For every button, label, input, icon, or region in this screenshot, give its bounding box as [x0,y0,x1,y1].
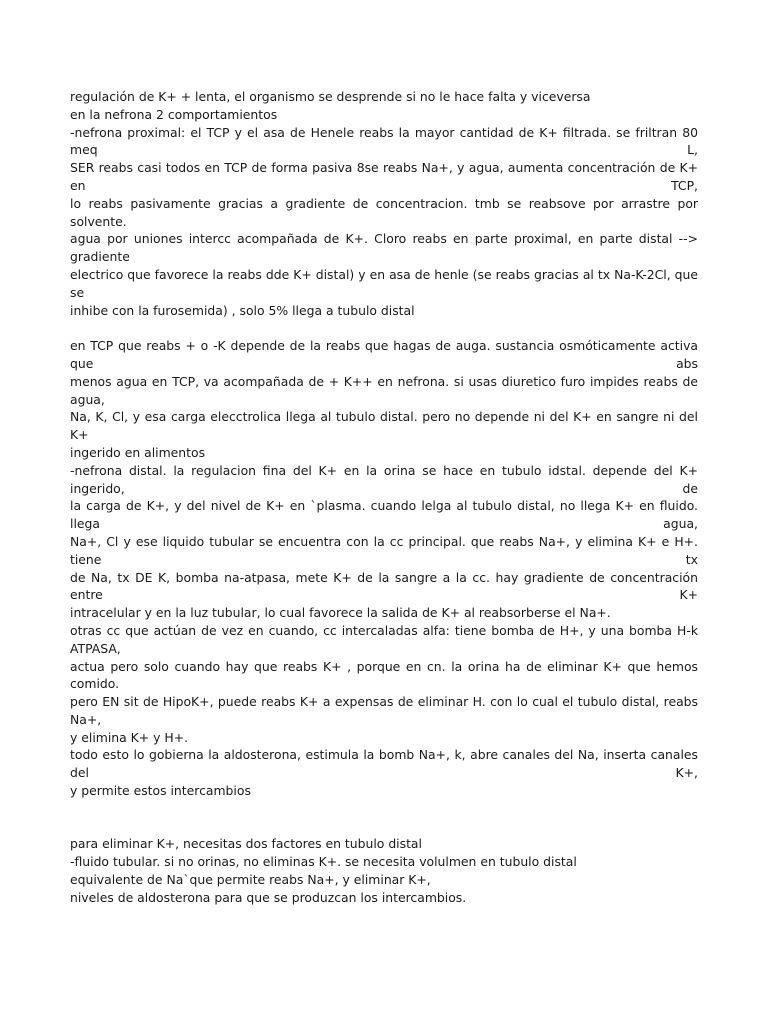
text-line: niveles de aldosterona para que se produzcan los intercambios. [70,889,467,905]
text-line: Na+, Cl y ese liquido tubular se encuentra con la cc principal. que reabs Na+, y elimina K+ e H+. tiene tx [70,533,698,567]
text-line: otras cc que actúan de vez en cuando, cc intercaladas alfa: tiene bomba de H+, y una bomba H-k ATPASA, [70,622,698,656]
text-line: actua pero solo cuando hay que reabs K+ , porque en cn. la orina ha de eliminar K+ que hemos comido. [70,658,698,692]
text-line: la carga de K+, y del nivel de K+ en `plasma. cuando lelga al tubulo distal, no llega K+ en fluido. llega agua, [70,498,698,532]
text-line: inhibe con la furosemida) , solo 5% llega a tubulo distal [70,302,415,318]
text-line: menos agua en TCP, va acompañada de + K++ en nefrona. si usas diuretico furo impides reabs de agua, [70,373,698,407]
text-line: en TCP que reabs + o -K depende de la reabs que hagas de auga. sustancia osmóticamente activa que abs [70,338,698,371]
document-page [70,88,698,907]
text-line: electrico que favorece la reabs dde K+ distal) y en asa de henle (se reabs gracias al tx Na-K-2Cl, que se [70,266,698,300]
text-line: pero EN sit de HipoK+, puede reabs K+ a expensas de eliminar H. con lo cual el tubulo distal, reabs Na+, [70,694,698,727]
text-line: -fluido tubular. si no orinas, no eliminas K+. se necesita volulmen en tubulo distal [70,854,577,870]
text-line: en la nefrona 2 comportamientos [70,106,278,122]
text-line: Na, K, Cl, y esa carga elecctrolica llega al tubulo distal. pero no depende ni del K+ en sangre ni del K+ [70,409,698,443]
paragraph-spacer [70,319,698,337]
text-line: y permite estos intercambios [70,783,251,799]
text-line: -nefrona proximal: el TCP y el asa de Henele reabs la mayor cantidad de K+ filtrada. se friltran 80 meq L, [70,124,698,158]
text-line: para eliminar K+, necesitas dos factores en tubulo distal [70,836,422,852]
text-line: lo reabs pasivamente gracias a gradiente de concentracion. tmb se reabsove por arrastre por solvente. [70,195,698,229]
text-line: ingerido en alimentos [70,444,206,460]
paragraph-potassium-regulation [70,88,698,319]
text-line: todo esto lo gobierna la aldosterona, estimula la bomb Na+, k, abre canales del Na, inserta canales del K+, [70,747,698,781]
text-line: de Na, tx DE K, bomba na-atpasa, mete K+ de la sangre a la cc. hay gradiente de concentración entre K+ [70,569,698,603]
text-line: -nefrona distal. la regulacion fina del K+ en la orina se hace en tubulo idstal. depende del K+ ingerido, de [70,462,698,496]
text-line: intracelular y en la luz tubular, lo cual favorece la salida de K+ al reabsorberse el Na+. [70,605,611,621]
text-line: equivalente de Na`que permite reabs Na+, y eliminar K+, [70,872,431,888]
paragraph-distal-nephron [70,337,698,800]
paragraph-spacer [70,800,698,836]
paragraph-elimination-factors [70,835,698,906]
text-line: y elimina K+ y H+. [70,729,189,745]
text-line: SER reabs casi todos en TCP de forma pasiva 8se reabs Na+, y agua, aumenta concentración de K+ en TCP, [70,160,698,193]
text-line: agua por uniones intercc acompañada de K+. Cloro reabs en parte proximal, en parte distal --> gradiente [70,231,698,265]
text-line: regulación de K+ + lenta, el organismo se desprende si no le hace falta y viceversa [70,89,591,104]
